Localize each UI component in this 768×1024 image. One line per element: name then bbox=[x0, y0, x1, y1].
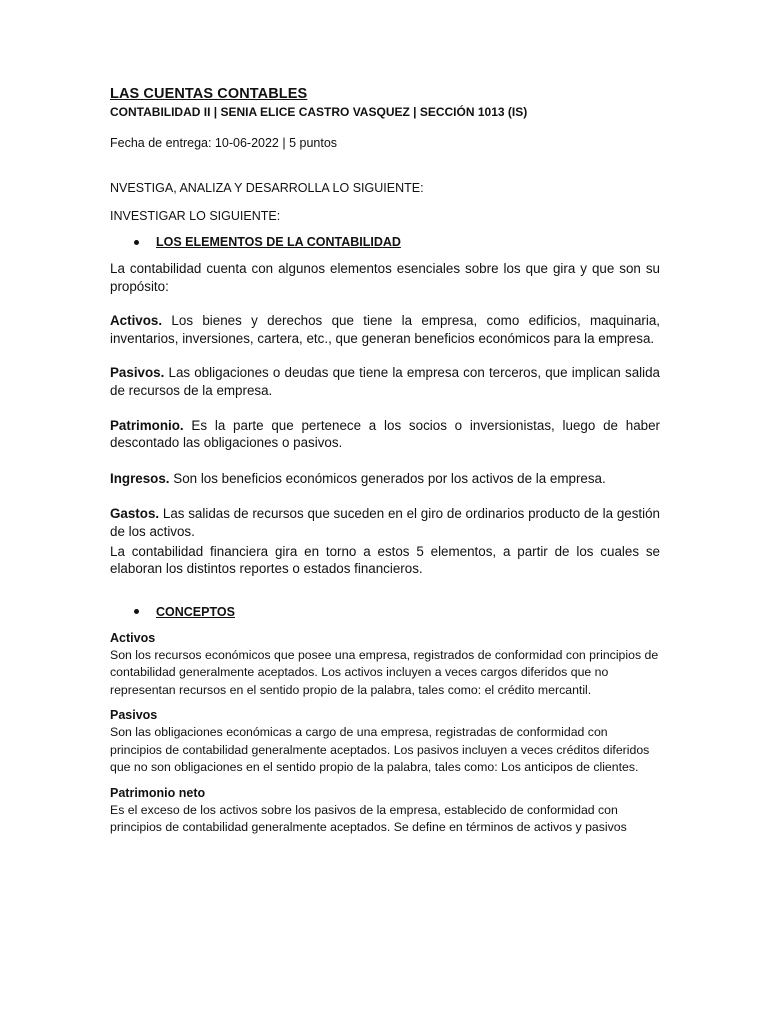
element-item-pasivos bbox=[110, 364, 660, 399]
section-heading-concepts-text: CONCEPTOS bbox=[156, 604, 235, 619]
element-term: Activos. bbox=[110, 313, 163, 329]
element-text: Los bienes y derechos que tiene la empresa, como edificios, maquinaria, inventarios, inversiones, cartera, etc., que generan beneficios económicos para la empresa. bbox=[110, 313, 660, 346]
instruction-line-1: NVESTIGA, ANALIZA Y DESARROLLA LO SIGUIENTE: bbox=[110, 181, 424, 195]
element-term: Ingresos. bbox=[110, 470, 170, 486]
bullet-icon bbox=[134, 240, 139, 245]
element-text: Es la parte que pertenece a los socios o inversionistas, luego de haber descontado las obligaciones o pasivos. bbox=[110, 417, 660, 451]
element-item-patrimonio bbox=[110, 417, 660, 452]
element-text: Las salidas de recursos que suceden en el giro de ordinarios producto de la gestión de los activos. bbox=[110, 506, 660, 539]
concept-title-patrimonio-neto: Patrimonio neto bbox=[110, 785, 206, 800]
element-text: Son los beneficios económicos generados por los activos de la empresa. bbox=[169, 470, 606, 486]
element-text: Las obligaciones o deudas que tiene la empresa con terceros, que implican salida de recursos de la empresa. bbox=[110, 365, 660, 398]
elements-closing: La contabilidad financiera gira en torno a estos 5 elementos, a partir de los cuales se elaboran los distintos reportes o estados financieros. bbox=[110, 543, 660, 577]
concept-body-activos: Son los recursos económicos que posee una empresa, registrados de conformidad con principios de contabilidad generalmente aceptados. Los activos incluyen a veces cargos diferidos que no representan recursos en el sentido propio de la palabra, tales como: el crédito mercantil. bbox=[110, 647, 659, 697]
document-title: LAS CUENTAS CONTABLES bbox=[110, 86, 308, 102]
section-heading-elements-text: LOS ELEMENTOS DE LA CONTABILIDAD bbox=[156, 235, 401, 249]
concept-title-pasivos: Pasivos bbox=[110, 708, 158, 723]
concept-body-pasivos: Son las obligaciones económicas a cargo de una empresa, registradas de conformidad con principios de contabilidad generalmente aceptados. Los pasivos incluyen a veces créditos diferidos que no son obligaciones en el sentido propio de la palabra, tales como: Los anticipos de clientes. bbox=[110, 725, 650, 775]
element-term: Patrimonio. bbox=[110, 417, 184, 433]
document-content bbox=[110, 86, 660, 845]
element-term: Gastos. bbox=[110, 506, 160, 522]
document-subtitle: CONTABILIDAD II | SENIA ELICE CASTRO VASQUEZ | SECCIÓN 1013 (IS) bbox=[110, 105, 528, 119]
bullet-icon bbox=[134, 609, 139, 614]
element-item-gastos bbox=[110, 505, 660, 540]
concept-body-patrimonio-neto: Es el exceso de los activos sobre los pasivos de la empresa, establecido de conformidad con principios de contabilidad generalmente aceptados. Se define en términos de activos y pasivos bbox=[110, 802, 627, 835]
section-heading-elements bbox=[110, 235, 660, 249]
instruction-line-2: INVESTIGAR LO SIGUIENTE: bbox=[110, 209, 281, 223]
element-term: Pasivos. bbox=[110, 365, 165, 381]
delivery-date: Fecha de entrega: 10-06-2022 | 5 puntos bbox=[110, 136, 338, 150]
element-item-activos bbox=[110, 312, 660, 347]
section-heading-concepts bbox=[110, 605, 660, 619]
concept-title-activos: Activos bbox=[110, 630, 156, 645]
element-item-ingresos bbox=[110, 470, 660, 488]
elements-intro: La contabilidad cuenta con algunos elementos esenciales sobre los que gira y que son su propósito: bbox=[110, 261, 660, 294]
